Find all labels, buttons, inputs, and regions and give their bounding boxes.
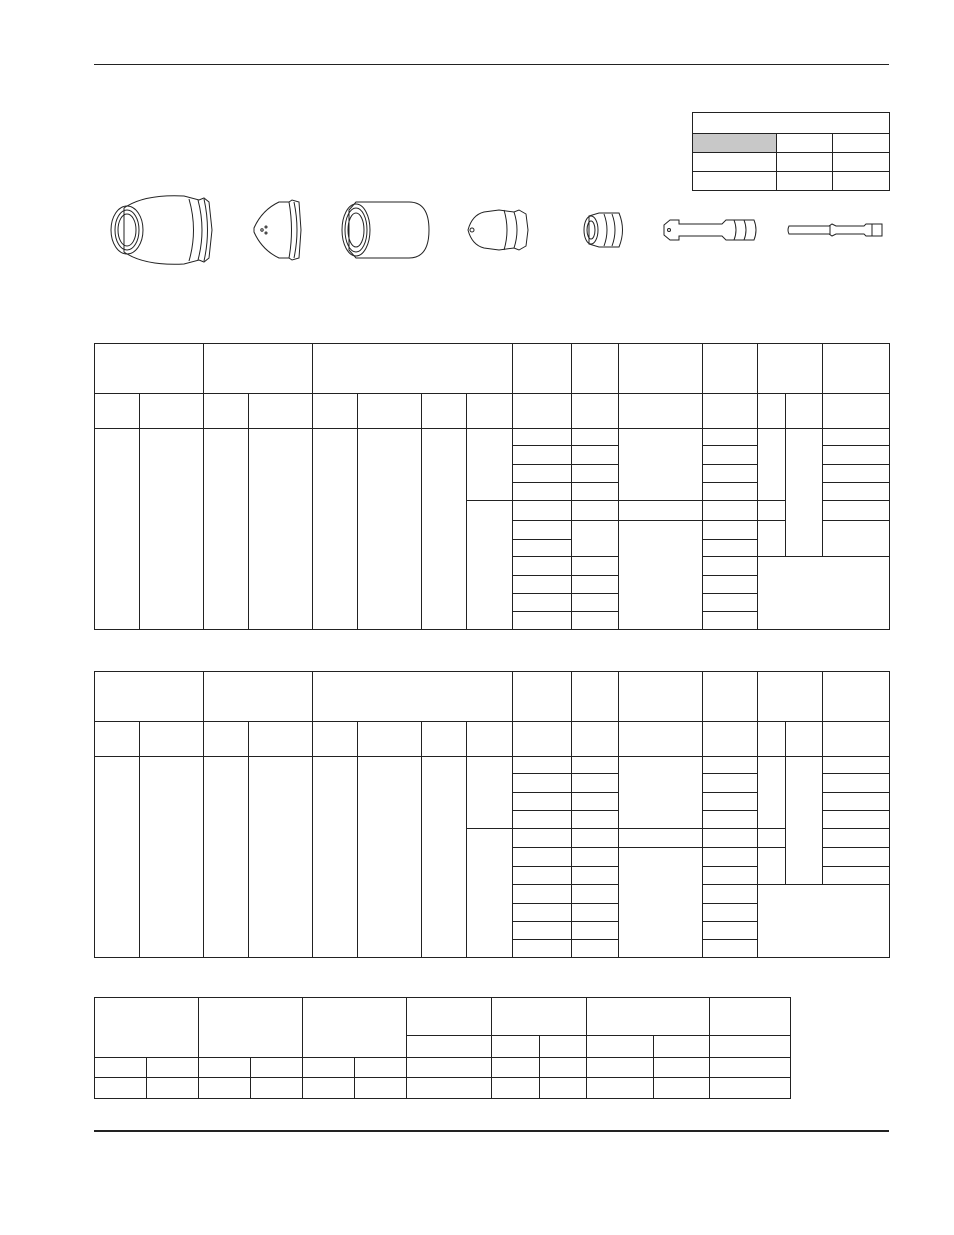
table-cell bbox=[572, 465, 619, 483]
table-cell bbox=[786, 394, 823, 429]
table-cell bbox=[513, 501, 572, 521]
table-cell bbox=[823, 465, 890, 483]
table-cell bbox=[703, 483, 758, 501]
table-row bbox=[95, 1078, 791, 1099]
table-cell bbox=[572, 793, 619, 811]
table-cell bbox=[407, 998, 492, 1036]
table-cell bbox=[358, 394, 422, 429]
table-cell bbox=[407, 1036, 492, 1058]
table-cell bbox=[467, 722, 513, 757]
table-cell bbox=[513, 722, 572, 757]
table-cell bbox=[467, 429, 513, 501]
table-cell bbox=[467, 757, 513, 829]
table-cell bbox=[513, 557, 572, 576]
retaining-cap-part-icon bbox=[342, 202, 429, 258]
table-cell bbox=[249, 429, 313, 630]
table-cell bbox=[572, 811, 619, 829]
table-cell bbox=[758, 829, 786, 848]
table-cell bbox=[513, 576, 572, 594]
table-cell bbox=[422, 757, 467, 958]
electrode-part-icon bbox=[664, 220, 756, 240]
table-cell bbox=[572, 557, 619, 576]
table-cell bbox=[355, 1058, 407, 1078]
table-cell bbox=[313, 394, 358, 429]
table-cell bbox=[823, 848, 890, 867]
table-cell bbox=[140, 722, 204, 757]
table-cell bbox=[513, 672, 572, 722]
table-cell bbox=[823, 672, 890, 722]
legend-cell bbox=[693, 153, 777, 172]
table-cell bbox=[619, 394, 703, 429]
legend-cell bbox=[777, 153, 833, 172]
table-cell bbox=[586, 1036, 653, 1058]
table-subheader-row bbox=[95, 722, 890, 757]
table-cell bbox=[95, 722, 140, 757]
table-cell bbox=[422, 722, 467, 757]
table-cell bbox=[619, 344, 703, 394]
legend-row bbox=[693, 134, 890, 153]
table-cell bbox=[539, 1058, 586, 1078]
table-cell bbox=[572, 594, 619, 612]
table-cell bbox=[703, 465, 758, 483]
table-cell bbox=[95, 672, 204, 722]
table-row bbox=[95, 429, 890, 446]
table-cell bbox=[249, 394, 313, 429]
table-cell bbox=[513, 465, 572, 483]
table-cell bbox=[572, 394, 619, 429]
table-cell bbox=[709, 1036, 790, 1058]
table-cell bbox=[619, 757, 703, 829]
table-cell bbox=[313, 722, 358, 757]
table-cell bbox=[572, 722, 619, 757]
table-cell bbox=[572, 612, 619, 630]
table-cell bbox=[703, 394, 758, 429]
table-cell bbox=[140, 757, 204, 958]
table-cell bbox=[619, 672, 703, 722]
table-cell bbox=[513, 612, 572, 630]
table-cell bbox=[513, 757, 572, 774]
table-cell bbox=[703, 922, 758, 940]
table-cell bbox=[758, 672, 823, 722]
table-cell bbox=[251, 1058, 303, 1078]
table-cell bbox=[703, 774, 758, 793]
table-cell bbox=[467, 394, 513, 429]
table-cell bbox=[823, 344, 890, 394]
table-cell bbox=[95, 757, 140, 958]
table-cell bbox=[513, 793, 572, 811]
table-cell bbox=[572, 885, 619, 904]
table-cell bbox=[758, 429, 786, 501]
table-cell bbox=[539, 1078, 586, 1099]
table-cell bbox=[619, 429, 703, 501]
table-cell bbox=[572, 344, 619, 394]
table-cell bbox=[572, 672, 619, 722]
table-cell bbox=[513, 774, 572, 793]
table-cell bbox=[513, 848, 572, 867]
table-cell bbox=[823, 501, 890, 521]
header-rule bbox=[94, 64, 889, 65]
table-cell bbox=[619, 829, 703, 848]
table-cell bbox=[572, 757, 619, 774]
table-cell bbox=[703, 429, 758, 446]
table-cell bbox=[709, 1058, 790, 1078]
table-cell bbox=[786, 429, 823, 557]
table-cell bbox=[513, 922, 572, 940]
table-cell bbox=[572, 576, 619, 594]
table-cell bbox=[95, 429, 140, 630]
table-cell bbox=[703, 672, 758, 722]
table-cell bbox=[492, 1058, 539, 1078]
table-cell bbox=[703, 501, 758, 521]
table-cell bbox=[513, 829, 572, 848]
table-cell bbox=[823, 774, 890, 793]
table-cell bbox=[313, 757, 358, 958]
table-cell bbox=[422, 429, 467, 630]
table-cell bbox=[539, 1036, 586, 1058]
footer-rule bbox=[94, 1130, 889, 1132]
table-cell bbox=[823, 429, 890, 446]
table-cell bbox=[355, 1078, 407, 1099]
table-cell bbox=[513, 446, 572, 465]
table-cell bbox=[467, 501, 513, 630]
shield-cap-part-icon bbox=[254, 200, 301, 260]
table-cell bbox=[619, 848, 703, 958]
table-cell bbox=[572, 774, 619, 793]
legend-cell bbox=[833, 134, 890, 153]
legend-row bbox=[693, 113, 890, 134]
legend-title-cell bbox=[693, 113, 890, 134]
table-cell bbox=[572, 446, 619, 465]
table-header-row bbox=[95, 672, 890, 722]
table-cell bbox=[572, 848, 619, 867]
table-cell bbox=[95, 394, 140, 429]
table-cell bbox=[313, 344, 513, 394]
table-cell bbox=[95, 344, 204, 394]
table-cell bbox=[703, 867, 758, 885]
table-cell bbox=[703, 757, 758, 774]
cut-chart-table-2 bbox=[94, 671, 890, 958]
table-cell bbox=[619, 722, 703, 757]
table-cell bbox=[758, 848, 786, 885]
table-header-row bbox=[95, 998, 791, 1036]
table-cell bbox=[586, 998, 709, 1036]
table-cell bbox=[703, 722, 758, 757]
table-cell bbox=[513, 521, 572, 540]
table-cell bbox=[313, 429, 358, 630]
table-cell bbox=[823, 829, 890, 848]
table-cell bbox=[513, 540, 572, 557]
table-row bbox=[95, 1058, 791, 1078]
table-cell bbox=[407, 1058, 492, 1078]
table-cell bbox=[653, 1036, 709, 1058]
nozzle-part-icon bbox=[468, 210, 528, 250]
table-cell bbox=[703, 594, 758, 612]
table-cell bbox=[199, 998, 303, 1058]
table-cell bbox=[703, 540, 758, 557]
table-cell bbox=[467, 829, 513, 958]
table-cell bbox=[140, 394, 204, 429]
table-cell bbox=[313, 672, 513, 722]
table-cell bbox=[492, 998, 586, 1036]
table-cell bbox=[358, 429, 422, 630]
table-cell bbox=[619, 521, 703, 630]
table-cell bbox=[204, 757, 249, 958]
table-cell bbox=[786, 757, 823, 885]
table-cell bbox=[513, 394, 572, 429]
table-cell bbox=[703, 612, 758, 630]
table-cell bbox=[492, 1078, 539, 1099]
table-cell bbox=[513, 344, 572, 394]
table-cell bbox=[703, 446, 758, 465]
table-cell bbox=[703, 885, 758, 904]
table-cell bbox=[422, 394, 467, 429]
table-cell bbox=[703, 344, 758, 394]
table-cell bbox=[823, 394, 890, 429]
table-cell bbox=[513, 594, 572, 612]
table-cell bbox=[823, 722, 890, 757]
table-cell bbox=[249, 757, 313, 958]
table-cell bbox=[823, 757, 890, 774]
table-cell bbox=[758, 344, 823, 394]
table-cell bbox=[513, 885, 572, 904]
table-cell bbox=[147, 1058, 199, 1078]
table-cell bbox=[199, 1058, 251, 1078]
table-cell bbox=[358, 757, 422, 958]
table-cell bbox=[823, 811, 890, 829]
table-cell bbox=[513, 483, 572, 501]
table-cell bbox=[703, 829, 758, 848]
table-cell bbox=[199, 1078, 251, 1099]
table-cell bbox=[703, 848, 758, 867]
table-cell bbox=[513, 904, 572, 922]
table-cell bbox=[703, 811, 758, 829]
legend-row bbox=[693, 153, 890, 172]
table-cell bbox=[204, 344, 313, 394]
table-cell bbox=[758, 557, 890, 630]
table-cell bbox=[823, 793, 890, 811]
table-cell bbox=[572, 429, 619, 446]
table-cell bbox=[758, 885, 890, 958]
table-cell bbox=[572, 521, 619, 557]
table-cell bbox=[204, 672, 313, 722]
cut-chart-table-3 bbox=[94, 997, 791, 1099]
table-cell bbox=[95, 998, 199, 1058]
table-row bbox=[95, 757, 890, 774]
table-cell bbox=[758, 394, 786, 429]
table-cell bbox=[513, 429, 572, 446]
swirl-ring-part-icon bbox=[584, 213, 623, 247]
table-subheader-row bbox=[95, 394, 890, 429]
table-cell bbox=[703, 521, 758, 540]
table-cell bbox=[513, 867, 572, 885]
table-cell bbox=[407, 1078, 492, 1099]
table-cell bbox=[572, 940, 619, 958]
table-cell bbox=[758, 521, 786, 557]
table-cell bbox=[572, 904, 619, 922]
legend-shaded-cell bbox=[693, 134, 777, 153]
table-cell bbox=[823, 521, 890, 557]
table-cell bbox=[619, 501, 703, 521]
consumable-parts-illustration bbox=[94, 180, 894, 280]
table-cell bbox=[303, 998, 407, 1058]
table-cell bbox=[703, 576, 758, 594]
table-cell bbox=[703, 557, 758, 576]
table-cell bbox=[823, 867, 890, 885]
table-cell bbox=[492, 1036, 539, 1058]
table-cell bbox=[703, 940, 758, 958]
table-header-row bbox=[95, 344, 890, 394]
table-cell bbox=[303, 1078, 355, 1099]
table-cell bbox=[572, 501, 619, 521]
table-cell bbox=[358, 722, 422, 757]
table-cell bbox=[586, 1078, 653, 1099]
table-cell bbox=[95, 1058, 147, 1078]
table-cell bbox=[572, 829, 619, 848]
table-cell bbox=[251, 1078, 303, 1099]
table-cell bbox=[147, 1078, 199, 1099]
legend-cell bbox=[777, 134, 833, 153]
table-cell bbox=[513, 811, 572, 829]
table-cell bbox=[140, 429, 204, 630]
shield-part-icon bbox=[111, 196, 212, 265]
table-cell bbox=[758, 722, 786, 757]
water-tube-part-icon bbox=[788, 224, 882, 236]
legend-cell bbox=[833, 153, 890, 172]
table-cell bbox=[572, 867, 619, 885]
table-cell bbox=[703, 793, 758, 811]
table-cell bbox=[709, 1078, 790, 1099]
table-cell bbox=[95, 1078, 147, 1099]
table-cell bbox=[303, 1058, 355, 1078]
table-cell bbox=[513, 940, 572, 958]
table-cell bbox=[572, 922, 619, 940]
table-cell bbox=[653, 1058, 709, 1078]
table-cell bbox=[586, 1058, 653, 1078]
table-cell bbox=[572, 483, 619, 501]
table-cell bbox=[204, 429, 249, 630]
table-cell bbox=[758, 757, 786, 829]
table-cell bbox=[249, 722, 313, 757]
table-cell bbox=[823, 483, 890, 501]
table-cell bbox=[204, 722, 249, 757]
cut-chart-table-1 bbox=[94, 343, 890, 630]
table-cell bbox=[786, 722, 823, 757]
table-cell bbox=[204, 394, 249, 429]
table-cell bbox=[653, 1078, 709, 1099]
table-cell bbox=[758, 501, 786, 521]
table-cell bbox=[823, 446, 890, 465]
table-cell bbox=[709, 998, 790, 1036]
table-cell bbox=[703, 904, 758, 922]
